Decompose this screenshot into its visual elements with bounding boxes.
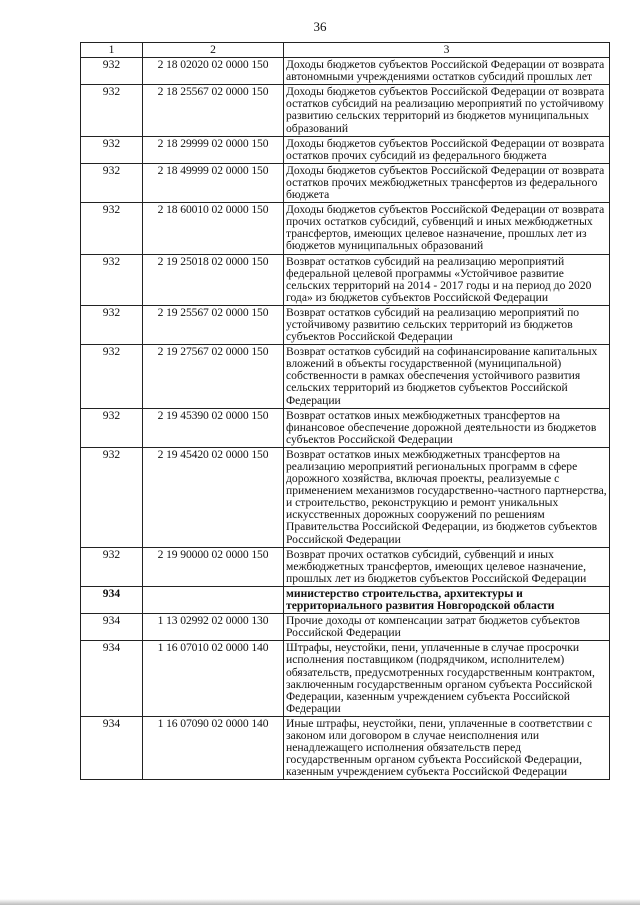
revenue-codes-table xyxy=(80,42,610,780)
revenue-name-cell: Прочие доходы от компенсации затрат бюджетов субъектов Российской Федерации xyxy=(284,614,610,641)
budget-code-cell xyxy=(143,586,284,613)
revenue-name-cell: Доходы бюджетов субъектов Российской Федерации от возврата остатков субсидий на реализацию мероприятий по устойчивому развитию сельских территорий из бюджетов муниципальных образований xyxy=(284,85,610,136)
admin-code-cell: 932 xyxy=(81,345,143,408)
revenue-name-cell: Доходы бюджетов субъектов Российской Федерации от возврата автономными учреждениями остатков субсидий прошлых лет xyxy=(284,58,610,85)
admin-code-cell: 932 xyxy=(81,305,143,344)
revenue-name-cell: Доходы бюджетов субъектов Российской Федерации от возврата прочих остатков субсидий, субвенций и иных межбюджетных трансфертов, имеющих целевое назначение, прошлых лет из бюджетов муниципальных образований xyxy=(284,203,610,254)
admin-code-cell: 932 xyxy=(81,547,143,586)
revenue-name-cell: Возврат остатков субсидий на реализацию мероприятий по устойчивому развитию сельских территорий из бюджетов субъектов Российской Федерации xyxy=(284,305,610,344)
table-row xyxy=(81,254,610,305)
scan-edge-shadow xyxy=(0,899,640,905)
table-body xyxy=(81,58,610,780)
revenue-name-cell: Иные штрафы, неустойки, пени, уплаченные в соответствии с законом или договором в случае неисполнения или ненадлежащего исполнения обязательств перед государственным органом субъекта Российской Федерации, казенным учреждением субъекта Российской Федерации xyxy=(284,716,610,779)
budget-code-cell: 2 19 27567 02 0000 150 xyxy=(143,345,284,408)
admin-code-cell: 932 xyxy=(81,136,143,163)
budget-code-cell: 1 13 02992 02 0000 130 xyxy=(143,614,284,641)
budget-code-cell: 1 16 07010 02 0000 140 xyxy=(143,641,284,717)
budget-code-cell: 2 19 25567 02 0000 150 xyxy=(143,305,284,344)
revenue-name-cell: Штрафы, неустойки, пени, уплаченные в случае просрочки исполнения поставщиком (подрядчиком, исполнителем) обязательств, предусмотренных государственным контрактом, заключенным государственным органом субъекта Российской Федерации, казенным учреждением субъекта Российской Федерации xyxy=(284,641,610,717)
revenue-name-cell: Возврат остатков иных межбюджетных трансфертов на финансовое обеспечение дорожной деятельности из бюджетов субъектов Российской Федерации xyxy=(284,408,610,447)
budget-code-cell: 2 19 45420 02 0000 150 xyxy=(143,447,284,547)
admin-code-cell: 932 xyxy=(81,254,143,305)
admin-code-cell: 932 xyxy=(81,203,143,254)
table-row xyxy=(81,58,610,85)
column-header-name: 3 xyxy=(284,43,610,58)
admin-code-cell: 932 xyxy=(81,85,143,136)
admin-code-cell: 934 xyxy=(81,716,143,779)
table-row xyxy=(81,716,610,779)
budget-code-cell: 2 18 60010 02 0000 150 xyxy=(143,203,284,254)
table-row xyxy=(81,641,610,717)
budget-code-cell: 2 18 25567 02 0000 150 xyxy=(143,85,284,136)
revenue-name-cell: министерство строительства, архитектуры и территориального развития Новгородской области xyxy=(284,586,610,613)
revenue-name-cell: Возврат остатков субсидий на реализацию мероприятий федеральной целевой программы «Устойчивое развитие сельских территорий на 2014 - 2017 годы и на период до 2020 года» из бюджетов субъектов Российской Федерации xyxy=(284,254,610,305)
admin-code-cell: 932 xyxy=(81,58,143,85)
page-number: 36 xyxy=(313,19,327,34)
admin-code-cell: 932 xyxy=(81,163,143,202)
table-row xyxy=(81,447,610,547)
revenue-name-cell: Доходы бюджетов субъектов Российской Федерации от возврата остатков прочих субсидий из федерального бюджета xyxy=(284,136,610,163)
revenue-name-cell: Возврат прочих остатков субсидий, субвенций и иных межбюджетных трансфертов, имеющих целевое назначение, прошлых лет из бюджетов субъектов Российской Федерации xyxy=(284,547,610,586)
admin-code-cell: 934 xyxy=(81,614,143,641)
table-row xyxy=(81,136,610,163)
revenue-name-cell: Возврат остатков субсидий на софинансирование капитальных вложений в объекты государственной (муниципальной) собственности в рамках обеспечения устойчивого развития сельских территорий из бюджетов субъектов Российской Федерации xyxy=(284,345,610,408)
budget-code-cell: 2 19 45390 02 0000 150 xyxy=(143,408,284,447)
table-row xyxy=(81,203,610,254)
revenue-name-cell: Доходы бюджетов субъектов Российской Федерации от возврата остатков прочих межбюджетных трансфертов из федерального бюджета xyxy=(284,163,610,202)
budget-code-cell: 2 19 25018 02 0000 150 xyxy=(143,254,284,305)
budget-code-cell: 2 18 29999 02 0000 150 xyxy=(143,136,284,163)
table-header-row xyxy=(81,43,610,58)
budget-code-cell: 2 18 02020 02 0000 150 xyxy=(143,58,284,85)
budget-code-cell: 2 19 90000 02 0000 150 xyxy=(143,547,284,586)
admin-code-cell: 932 xyxy=(81,447,143,547)
admin-code-cell: 934 xyxy=(81,641,143,717)
admin-code-cell: 934 xyxy=(81,586,143,613)
section-row xyxy=(81,586,610,613)
table-row xyxy=(81,408,610,447)
table-row xyxy=(81,85,610,136)
column-header-code: 2 xyxy=(143,43,284,58)
table-row xyxy=(81,305,610,344)
budget-code-cell: 1 16 07090 02 0000 140 xyxy=(143,716,284,779)
table-row xyxy=(81,345,610,408)
table-row xyxy=(81,547,610,586)
table-row xyxy=(81,614,610,641)
revenue-name-cell: Возврат остатков иных межбюджетных трансфертов на реализацию мероприятий региональных программ в сфере дорожного хозяйства, включая проекты, реализуемые с применением механизмов государственно-частного партнерства, и строительство, реконструкцию и ремонт уникальных искусственных дорожных сооружений по решениям Правительства Российской Федерации, из бюджетов субъектов Российской Федерации xyxy=(284,447,610,547)
budget-code-cell: 2 18 49999 02 0000 150 xyxy=(143,163,284,202)
admin-code-cell: 932 xyxy=(81,408,143,447)
column-header-admin: 1 xyxy=(81,43,143,58)
table-row xyxy=(81,163,610,202)
